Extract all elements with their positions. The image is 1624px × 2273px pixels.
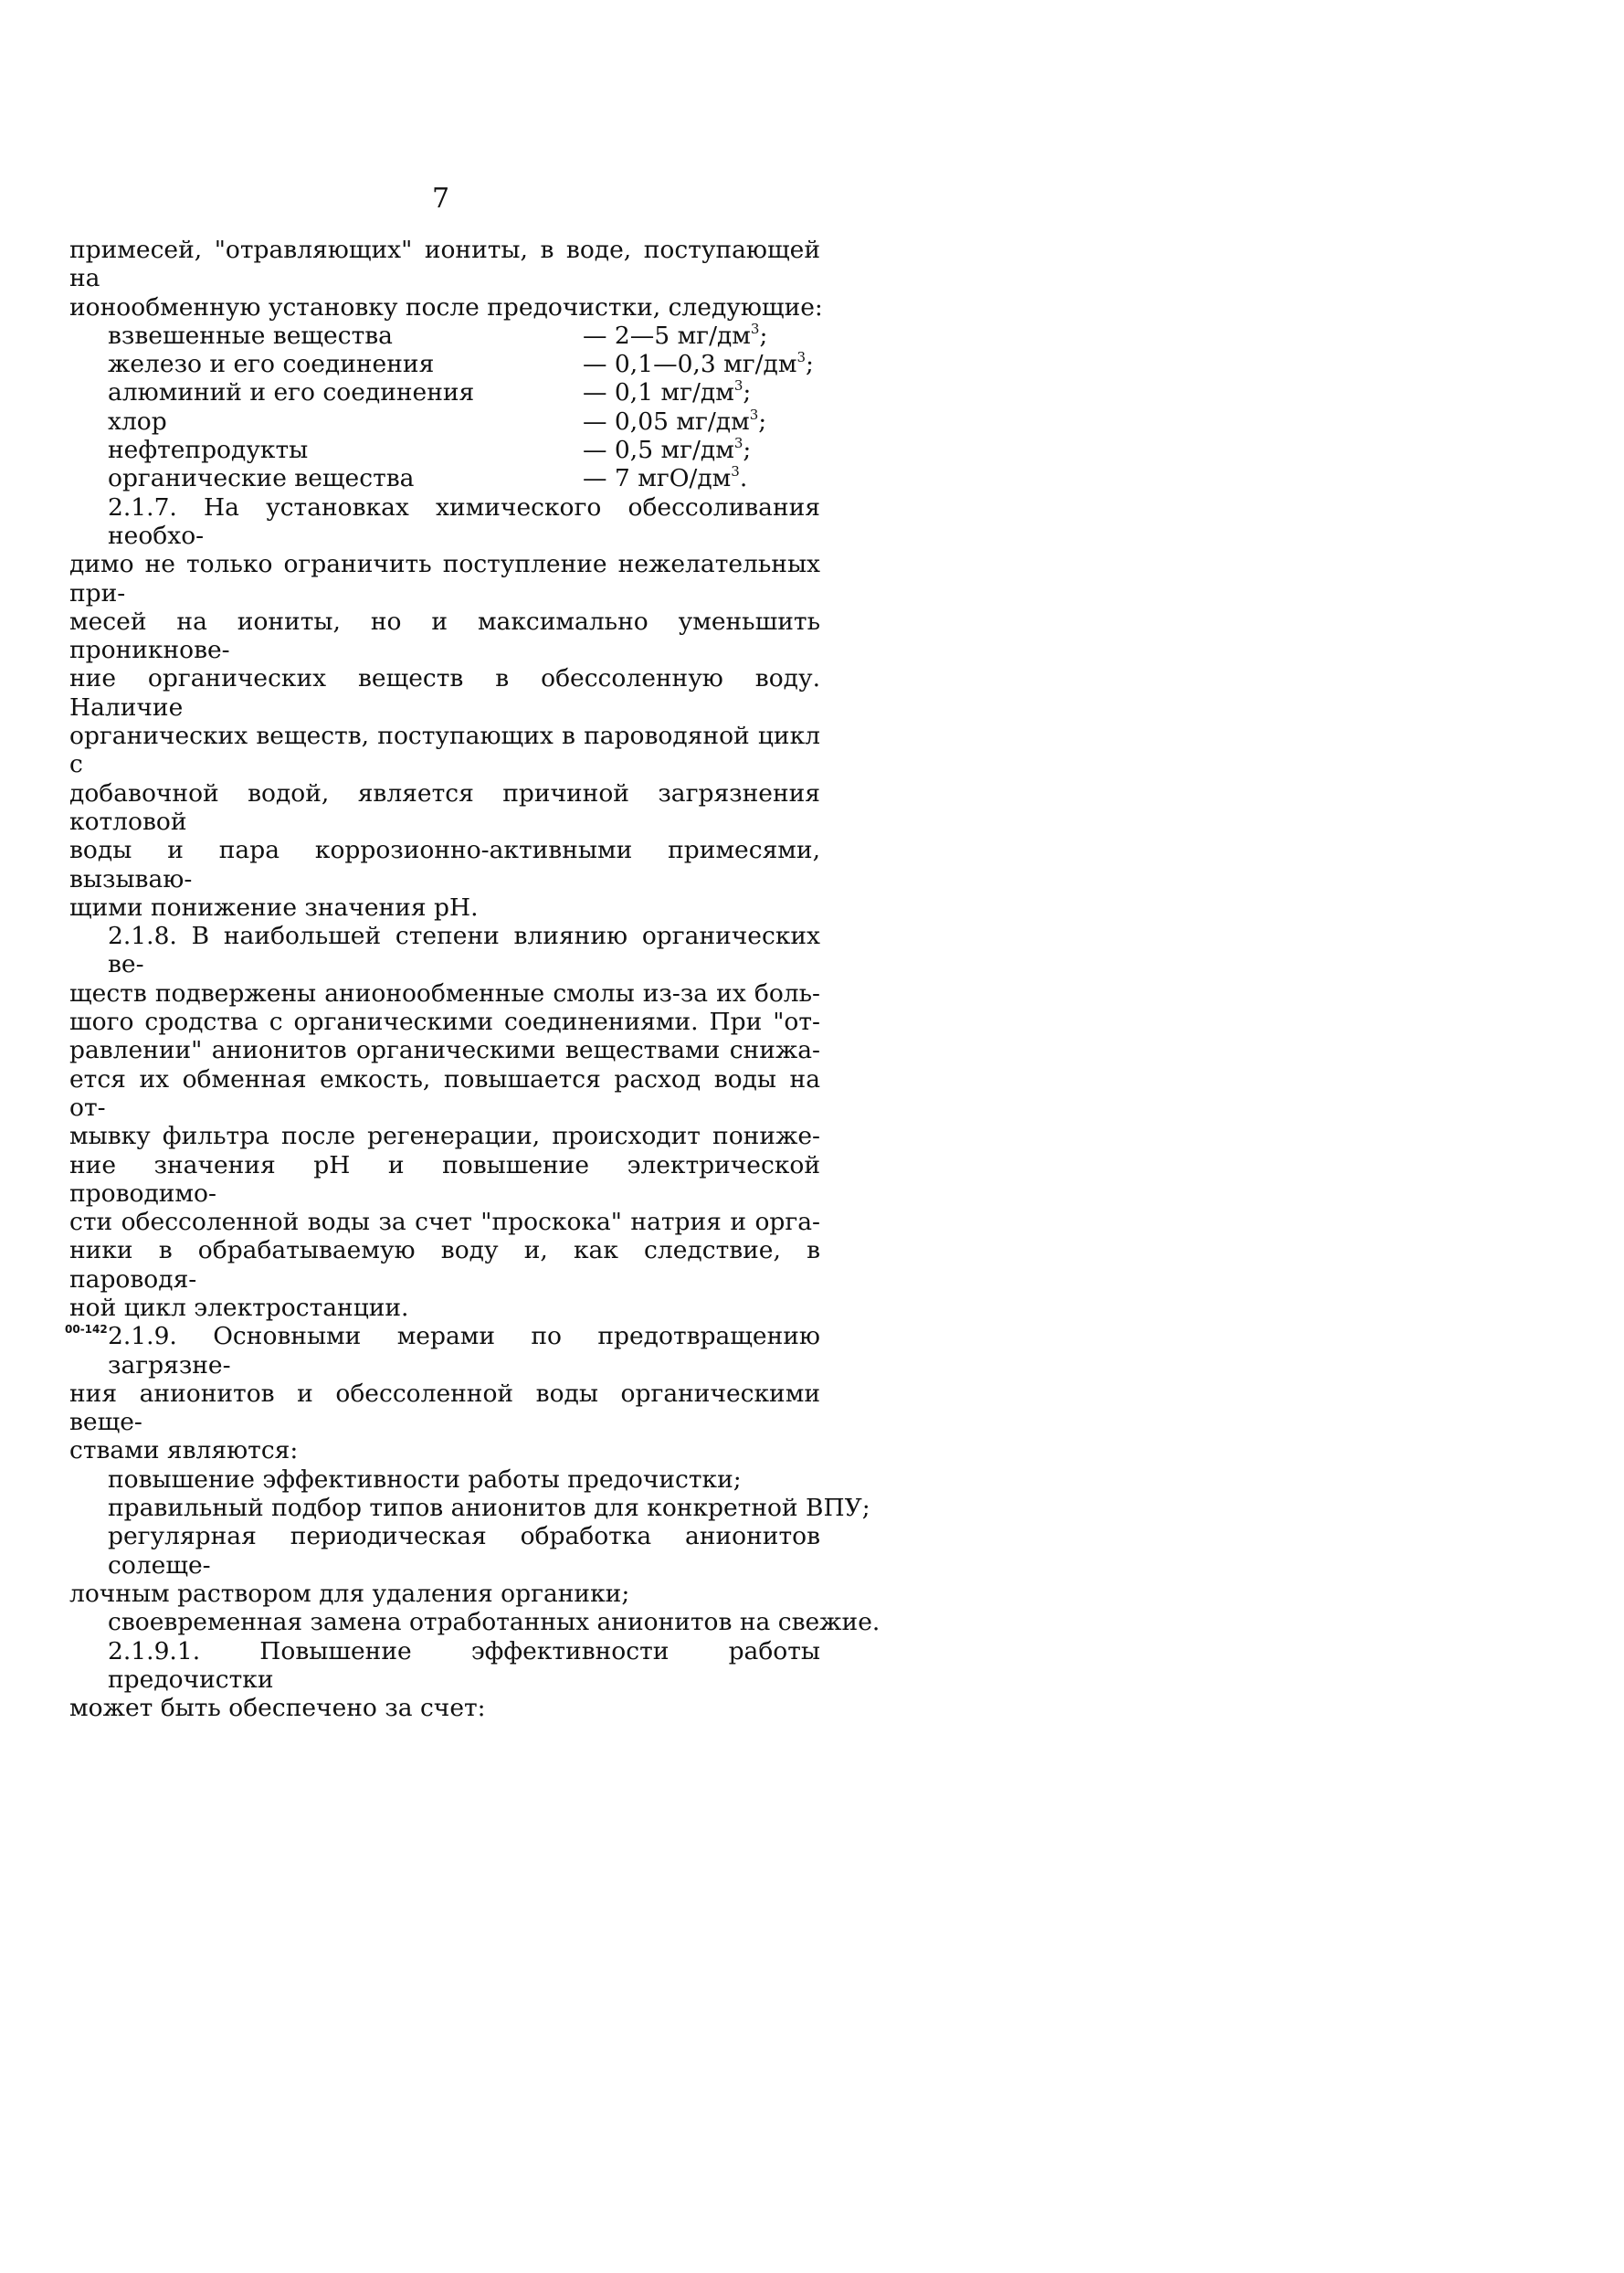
text-line: ники в обрабатываемую воду и, как следствие, в пароводя- bbox=[69, 1236, 820, 1294]
impurity-row bbox=[69, 464, 820, 492]
text-line: добавочной водой, является причиной загрязнения котловой bbox=[69, 778, 820, 836]
text-line: ионообменную установку после предочистки, следующие: bbox=[69, 292, 823, 322]
list-item: регулярная периодическая обработка анионитов солеще- bbox=[108, 1522, 820, 1580]
text-line: ществ подвержены анионообменные смолы из-за их боль- bbox=[69, 978, 820, 1008]
impurity-value: — 0,1 $мг/дм^3$; bbox=[583, 377, 752, 407]
list-item: своевременная замена отработанных анионитов на свежие. bbox=[108, 1608, 881, 1637]
text-line: щими понижение значения рН. bbox=[69, 893, 479, 922]
text-line: ется их обменная емкость, повышается расход воды на от- bbox=[69, 1064, 820, 1122]
impurity-row bbox=[69, 407, 820, 436]
impurity-name: алюминий и его соединения bbox=[108, 378, 475, 407]
text-line: органических веществ, поступающих в пароводяной цикл с bbox=[69, 722, 820, 779]
list-item: правильный подбор типов анионитов для конкретной ВПУ; bbox=[108, 1494, 870, 1523]
impurity-value: — 0,1—0,3 $мг/дм^3$; bbox=[583, 349, 814, 379]
text-line: сти обессоленной воды за счет "проскока" натрия и орга- bbox=[69, 1208, 820, 1237]
impurity-list bbox=[69, 322, 820, 493]
text-line: месей на иониты, но и максимально уменьшить проникнове- bbox=[69, 607, 820, 665]
impurity-name: хлор bbox=[108, 407, 167, 436]
list-item: лочным раствором для удаления органики; bbox=[69, 1579, 630, 1608]
text-line: ной цикл электростанции. bbox=[69, 1293, 409, 1322]
page-body bbox=[69, 236, 881, 1723]
impurity-name: нефтепродукты bbox=[108, 436, 309, 465]
text-line: ния анионитов и обессоленной воды органическими веще- bbox=[69, 1379, 820, 1437]
text-line: ние значения рН и повышение электрической проводимо- bbox=[69, 1150, 820, 1208]
impurity-value: — 0,05 $мг/дм^3$; bbox=[583, 406, 767, 436]
intro-paragraph bbox=[69, 236, 823, 322]
paragraph-2-1-7 bbox=[69, 493, 820, 922]
footer-code: 00-142 bbox=[65, 1323, 108, 1336]
page-number: 7 bbox=[432, 183, 450, 215]
impurity-row bbox=[69, 436, 820, 464]
text-line: 2.1.8. В наибольшей степени влиянию органических ве- bbox=[108, 922, 820, 979]
text-line: ствами являются: bbox=[69, 1436, 299, 1465]
impurity-value: — 0,5 $мг/дм^3$; bbox=[583, 435, 752, 465]
impurity-row bbox=[69, 322, 820, 350]
paragraph-2-1-8 bbox=[69, 922, 820, 1322]
text-line: может быть обеспечено за счет: bbox=[69, 1694, 486, 1723]
text-line: димо не только ограничить поступление нежелательных при- bbox=[69, 550, 820, 608]
paragraph-2-1-9 bbox=[69, 1322, 820, 1464]
text-line: ние органических веществ в обессоленную воду. Наличие bbox=[69, 664, 820, 722]
text-line: 2.1.7. На установках химического обессоливания необхо- bbox=[108, 492, 820, 550]
impurity-row bbox=[69, 350, 820, 378]
text-line: равлении" анионитов органическими веществами снижа- bbox=[69, 1036, 820, 1065]
impurity-value: — 7 мгО/$дм^3$. bbox=[583, 463, 748, 493]
impurity-value: — 2—5 $мг/дм^3$; bbox=[583, 320, 768, 350]
text-line: воды и пара коррозионно-активными примесями, вызываю- bbox=[69, 836, 820, 893]
text-line: мывку фильтра после регенерации, происходит пониже- bbox=[69, 1122, 820, 1151]
impurity-name: органические вещества bbox=[108, 464, 415, 493]
impurity-name: взвешенные вещества bbox=[108, 321, 393, 350]
text-line: примесей, "отравляющих" иониты, в воде, поступающей на bbox=[69, 236, 820, 293]
text-line: 2.1.9. Основными мерами по предотвращению загрязне- bbox=[108, 1322, 820, 1380]
list-item: повышение эффективности работы предочистки; bbox=[108, 1464, 742, 1494]
text-line: шого сродства с органическими соединениями. При "от- bbox=[69, 1008, 820, 1037]
impurity-name: железо и его соединения bbox=[108, 350, 435, 379]
impurity-row bbox=[69, 378, 820, 407]
paragraph-2-1-9-1 bbox=[69, 1637, 820, 1723]
measures-list bbox=[69, 1464, 881, 1637]
text-line: 2.1.9.1. Повышение эффективности работы предочистки bbox=[108, 1636, 820, 1694]
